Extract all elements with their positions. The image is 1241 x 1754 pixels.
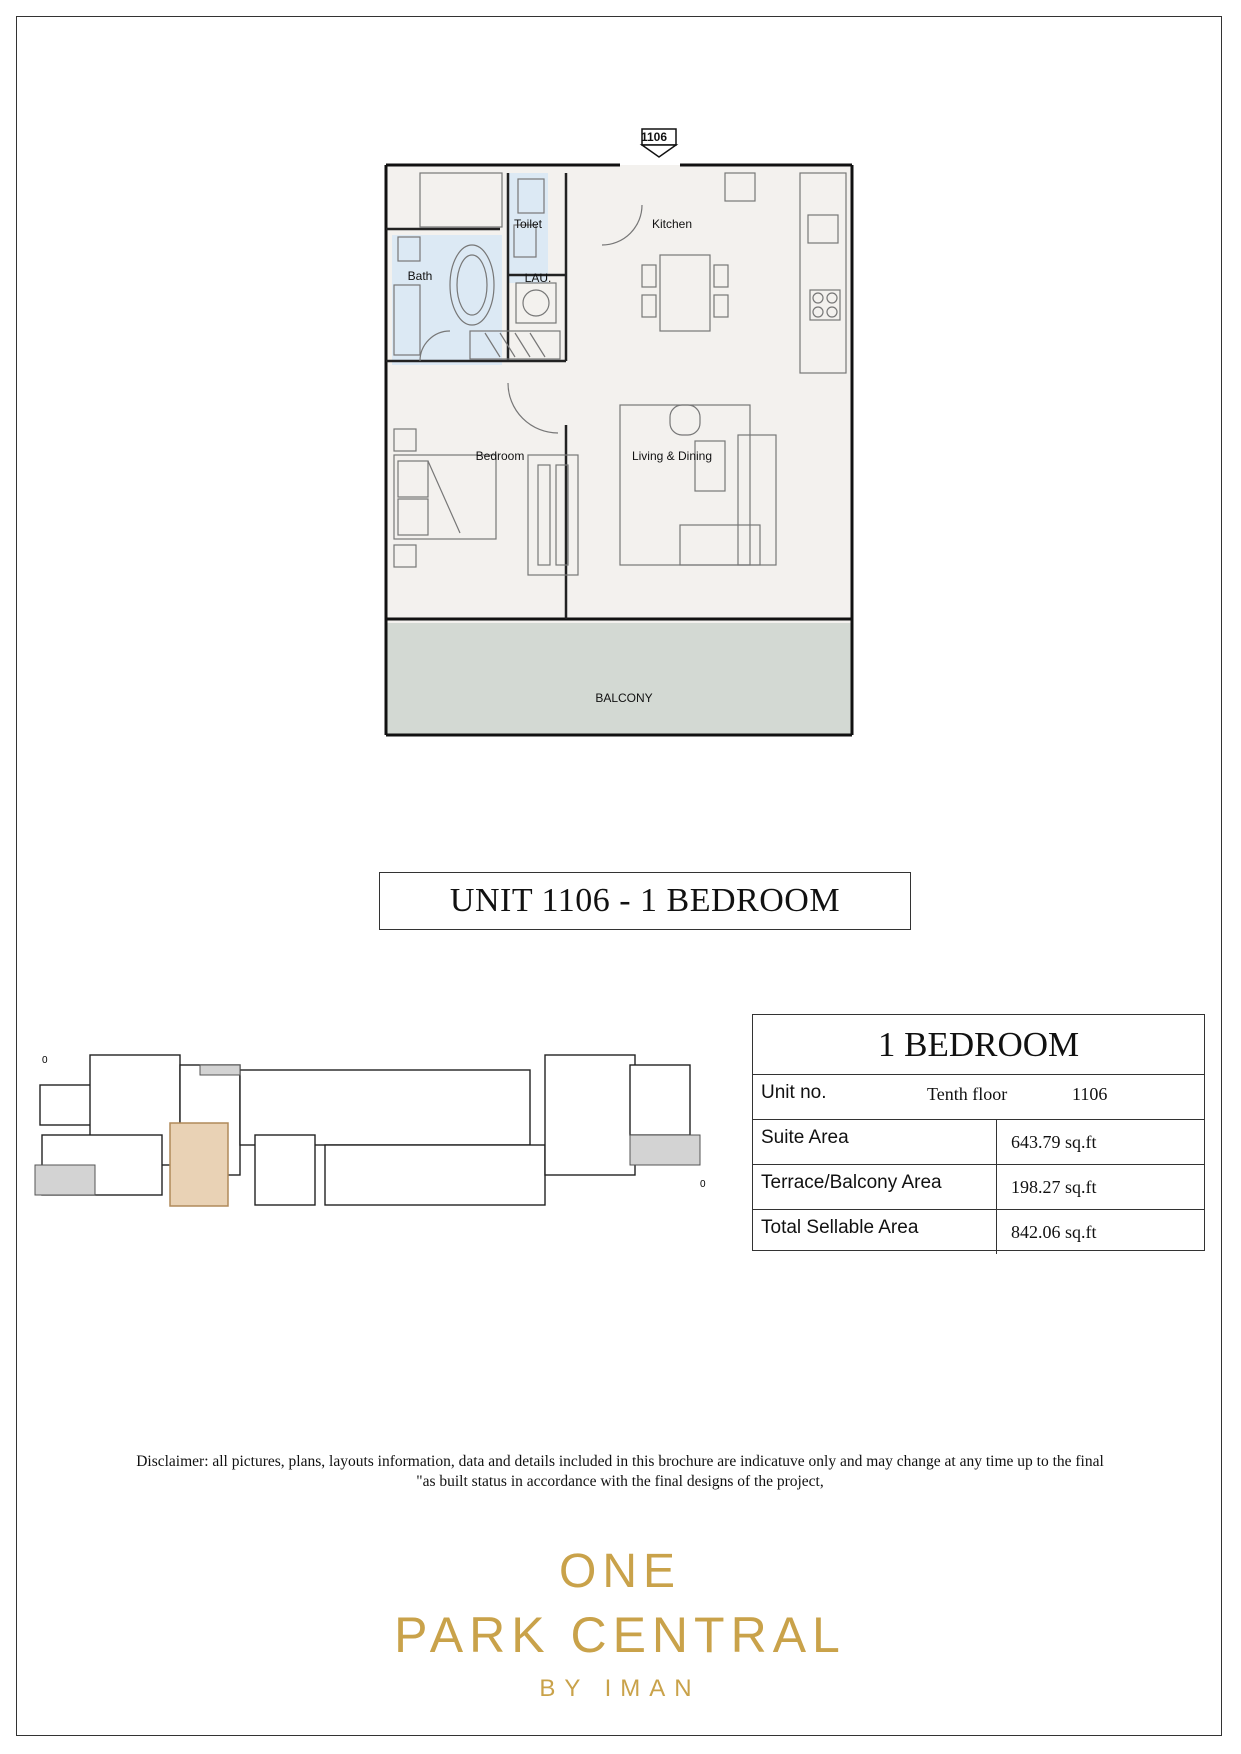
spec-label: Suite Area <box>761 1127 849 1148</box>
floor-value: Tenth floor <box>927 1084 1008 1104</box>
keyplan-marker-left: 0 <box>42 1055 48 1066</box>
disclaimer-line-2: "as built status in accordance with the final designs of the project, <box>416 1473 824 1490</box>
spec-row-suite-area <box>753 1120 1204 1165</box>
spec-row-total-area <box>753 1210 1204 1254</box>
room-label-lau: LAU. <box>524 271 552 285</box>
unit-number-value: 1106 <box>1072 1084 1108 1104</box>
unit-tag-label: 1106 <box>640 130 668 144</box>
logo-line-park-central: PARK CENTRAL <box>394 1607 846 1663</box>
unit-floor-plan <box>380 125 860 765</box>
spec-label: Total Sellable Area <box>761 1217 919 1238</box>
logo-line-by-iman: BY IMAN <box>539 1675 701 1702</box>
highlighted-unit <box>170 1123 228 1206</box>
unit-no-label: Unit no. <box>761 1082 827 1103</box>
balcony-area <box>386 623 852 735</box>
spec-label: Terrace/Balcony Area <box>761 1172 942 1193</box>
floor-key-plan <box>30 1035 720 1225</box>
room-label-living: Living & Dining <box>631 449 713 463</box>
brand-logo <box>330 1530 910 1710</box>
keyplan-marker-right: 0 <box>700 1179 706 1190</box>
room-label-bath: Bath <box>407 269 433 283</box>
unit-title: UNIT 1106 - 1 BEDROOM <box>379 872 911 930</box>
spec-row-balcony-area <box>753 1165 1204 1210</box>
floor-plan-drawing <box>380 125 860 765</box>
room-label-balcony: BALCONY <box>595 691 653 705</box>
room-label-kitchen: Kitchen <box>651 217 693 231</box>
disclaimer-text <box>60 1452 1180 1492</box>
spec-value: 842.06 sq.ft <box>996 1210 1206 1254</box>
logo-line-one: ONE <box>558 1545 681 1598</box>
spec-value: 198.27 sq.ft <box>996 1165 1206 1209</box>
spec-header: 1 BEDROOM <box>753 1015 1204 1075</box>
room-label-bedroom: Bedroom <box>475 449 525 463</box>
unit-spec-table <box>752 1014 1205 1251</box>
spec-value: 643.79 sq.ft <box>996 1120 1206 1164</box>
unit-number-row <box>753 1075 1204 1120</box>
key-plan-drawing <box>30 1035 720 1225</box>
disclaimer-line-1: Disclaimer: all pictures, plans, layouts information, data and details included in this brochure are indicatuve only and may change at any time up to the final <box>136 1453 1104 1470</box>
room-label-toilet: Toilet <box>513 217 543 231</box>
